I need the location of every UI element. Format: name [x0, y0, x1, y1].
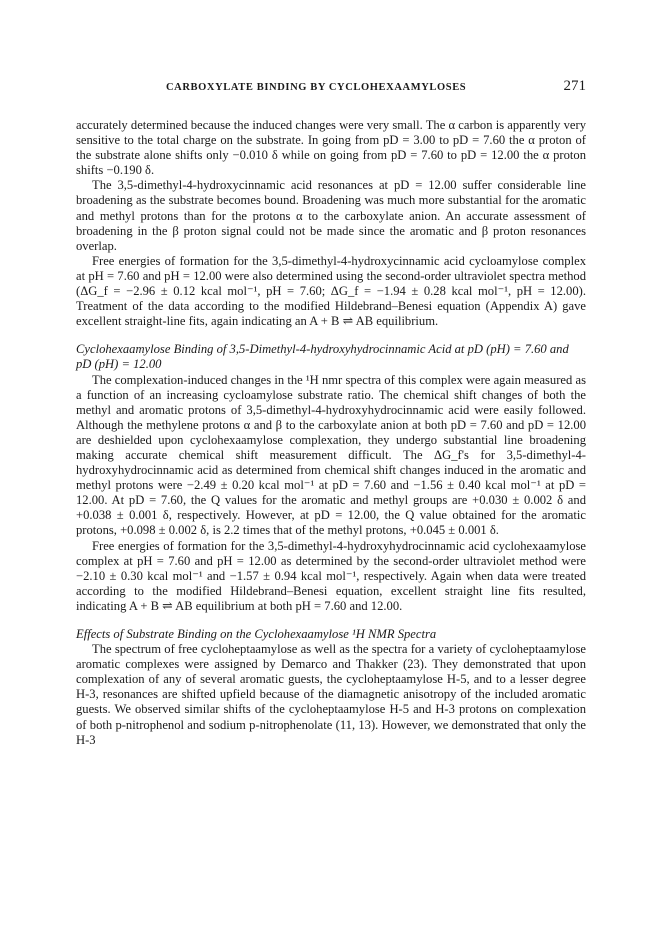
- running-head: CARBOXYLATE BINDING BY CYCLOHEXAAMYLOSES: [166, 82, 467, 93]
- paragraph: The complexation-induced changes in the ¹H nmr spectra of this complex were again measured as a function of an increasing cycloamylose substrate ratio. The chemical shift changes of both the methyl and aromatic protons of 3,5-dimethyl-4-hydroxyhydrocinnamic acid were easily followed. Although the methylene protons α and β to the carboxylate anion at both pD = 7.60 and pD = 12.00 are deshielded upon cyclohexaamylose complexation, they undergo substantial line broadening making accurate chemical shift measurement difficult. The ΔG_f's for 3,5-dimethyl-4-hydroxyhydrocinnamic acid as determined from chemical shift changes induced in the aromatic and methyl protons were −2.49 ± 0.20 kcal mol⁻¹ at pD = 7.60 and −1.56 ± 0.40 kcal mol⁻¹ at pD = 12.00. At pD = 7.60, the Q values for the aromatic and methyl groups are +0.030 ± 0.002 δ and +0.038 ± 0.001 δ, respectively. However, at pD = 12.00, the Q value obtained for the aromatic protons, +0.098 ± 0.002 δ, is 2.2 times that of the methyl protons, +0.045 ± 0.001 δ.: [76, 372, 586, 538]
- page-number: 271: [563, 78, 586, 94]
- paragraph: Free energies of formation for the 3,5-dimethyl-4-hydroxyhydrocinnamic acid cyclohexaamylose complex at pH = 7.60 and pH = 12.00 as determined by the second-order ultraviolet method were −2.10 ± 0.30 kcal mol⁻¹ and −1.57 ± 0.94 kcal mol⁻¹, respectively. Again when data were treated according to the modified Hildebrand–Benesi equation, excellent straight line fits resulted, indicating A + B ⇌ AB equilibrium at both pH = 7.60 and 12.00.: [76, 538, 586, 613]
- section-heading: Cyclohexaamylose Binding of 3,5-Dimethyl-4-hydroxyhydrocinnamic Acid at pD (pH) = 7.60 and pD (pH) = 12.00: [76, 342, 569, 372]
- page-header: [76, 78, 586, 100]
- paragraph: accurately determined because the induced changes were very small. The α carbon is apparently very sensitive to the total charge on the substrate. In going from pD = 3.00 to pD = 7.60 the α proton of the substrate alone shifts only −0.010 δ while on going from pD = 7.60 to pD = 12.00 the α proton shifts −0.190 δ.: [76, 118, 586, 178]
- paragraph: Free energies of formation for the 3,5-dimethyl-4-hydroxycinnamic acid cycloamylose complex at pH = 7.60 and pH = 12.00 were also determined using the second-order ultraviolet spectra method (ΔG_f = −2.96 ± 0.12 kcal mol⁻¹, pH = 7.60; ΔG_f = −1.94 ± 0.28 kcal mol⁻¹, pH = 12.00). Treatment of the data according to the modified Hildebrand–Benesi equation (Appendix A) gave excellent straight-line fits, again indicating an A + B ⇌ AB equilibrium.: [76, 253, 586, 329]
- paragraph: The spectrum of free cycloheptaamylose as well as the spectra for a variety of cycloheptaamylose aromatic complexes were assigned by Demarco and Thakker (23). They demonstrated that upon complexation of any of several aromatic guests, the cycloheptaamylose H-5, and to a lesser degree H-3, resonances are shifted upfield because of the diamagnetic anisotropy of the included aromatic guests. We observed similar shifts of the cycloheptaamylose H-5 and H-3 protons on complexation of both p-nitrophenol and sodium p-nitrophenolate (11, 13). However, we demonstrated that only the H-3: [76, 642, 586, 747]
- paragraph: The 3,5-dimethyl-4-hydroxycinnamic acid resonances at pD = 12.00 suffer considerable line broadening as the substrate becomes bound. Broadening was much more substantial for the aromatic and methyl protons than for the protons α to the carboxylate anion. An accurate assessment of broadening in the β proton signal could not be made since the aromatic and β proton resonances overlap.: [76, 178, 586, 253]
- body-text: [76, 118, 586, 748]
- section-heading: Effects of Substrate Binding on the Cyclohexaamylose ¹H NMR Spectra: [76, 627, 437, 641]
